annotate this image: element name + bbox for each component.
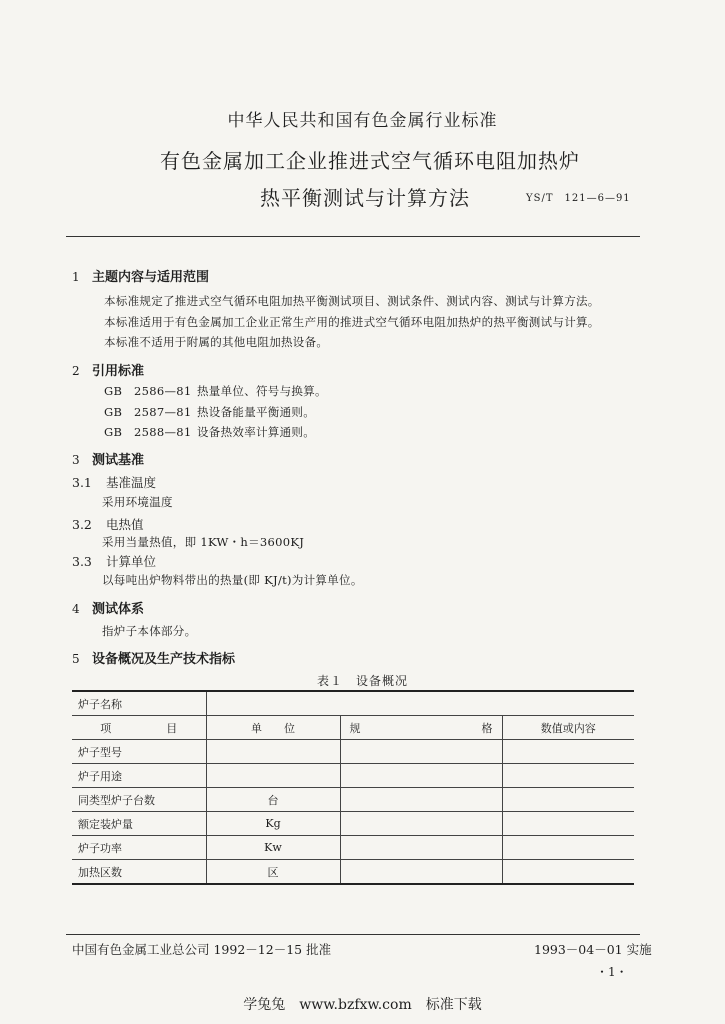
section-number: 5 xyxy=(72,652,80,666)
table-cell-unit: 台 xyxy=(206,788,340,812)
table-row xyxy=(72,836,634,860)
table-cell-furnace-name-value xyxy=(206,691,634,716)
subsection-number: 3.2 xyxy=(72,517,92,532)
table-cell-spec xyxy=(340,836,502,860)
section-2-heading xyxy=(72,360,144,379)
table-cell-value xyxy=(502,812,634,836)
table-cell-value xyxy=(502,764,634,788)
subsection-title: 电热值 xyxy=(106,517,144,532)
subsection-number: 3.3 xyxy=(72,554,92,569)
subsection-title: 计算单位 xyxy=(106,554,157,569)
table-header-row xyxy=(72,716,634,740)
reference-code: GB 2586—81 xyxy=(104,384,192,398)
table-cell-item: 额定装炉量 xyxy=(72,812,206,836)
subsection-text: 采用当量热值，即 1KW・h＝3600KJ xyxy=(102,535,305,549)
footer-divider xyxy=(66,934,640,935)
table-cell-item: 加热区数 xyxy=(72,860,206,885)
reference-title: 热量单位、符号与换算。 xyxy=(197,384,327,398)
table-header-item: 项 目 xyxy=(72,716,206,740)
table-cell-value xyxy=(502,860,634,885)
section-number: 4 xyxy=(72,602,80,616)
subsection-3-3 xyxy=(72,552,156,570)
section-1-heading xyxy=(72,266,209,285)
section-title: 测试体系 xyxy=(92,602,145,617)
table-caption: 表１ 设备概况 xyxy=(316,674,408,688)
table-cell-spec xyxy=(340,812,502,836)
table-cell-value xyxy=(502,740,634,764)
table-cell-furnace-name-label: 炉子名称 xyxy=(72,691,206,716)
section-number: 2 xyxy=(72,364,80,378)
paragraph: 本标准适用于有色金属加工企业正常生产用的推进式空气循环电阻加热炉的热平衡测试与计算。 xyxy=(104,315,600,329)
table-cell-unit: Kg xyxy=(206,812,340,836)
table-cell-spec xyxy=(340,788,502,812)
reference-code: GB 2587—81 xyxy=(104,405,192,419)
table-row xyxy=(72,812,634,836)
header-divider xyxy=(66,236,640,237)
table-header-value: 数值或内容 xyxy=(502,716,634,740)
table-row xyxy=(72,860,634,885)
table-cell-item: 炉子功率 xyxy=(72,836,206,860)
section-title: 主题内容与适用范围 xyxy=(92,270,210,285)
subsection-text: 采用环境温度 xyxy=(102,495,173,509)
section-4-heading xyxy=(72,598,144,617)
table-cell-unit: 区 xyxy=(206,860,340,885)
section-number: 3 xyxy=(72,453,80,467)
section-number: 1 xyxy=(72,270,80,284)
subsection-title: 基准温度 xyxy=(106,475,157,490)
table-cell-unit xyxy=(206,740,340,764)
reference-code: GB 2588—81 xyxy=(104,425,192,439)
reference-title: 设备热效率计算通则。 xyxy=(197,425,315,439)
section-3-heading xyxy=(72,449,144,468)
table-row xyxy=(72,740,634,764)
page-number: ・1・ xyxy=(596,965,628,979)
subsection-number: 3.1 xyxy=(72,475,92,490)
paragraph: 本标准不适用于附属的其他电阻加热设备。 xyxy=(104,335,329,349)
document-title-line1: 有色金属加工企业推进式空气循环电阻加热炉 xyxy=(160,149,580,173)
implementation-date: 1993－04－01 实施 xyxy=(534,942,652,957)
table-cell-item: 同类型炉子台数 xyxy=(72,788,206,812)
table-cell-value xyxy=(502,836,634,860)
table-cell-unit: Kw xyxy=(206,836,340,860)
document-title-line2: 热平衡测试与计算方法 xyxy=(260,186,470,210)
section-5-heading xyxy=(72,648,235,667)
table-cell-item: 炉子用途 xyxy=(72,764,206,788)
standard-code: YS/T 121—6—91 xyxy=(526,193,631,204)
table-cell-spec xyxy=(340,764,502,788)
section-4-text: 指炉子本体部分。 xyxy=(102,624,197,638)
section-title: 引用标准 xyxy=(92,364,145,379)
standard-issuer: 中华人民共和国有色金属行业标准 xyxy=(227,111,498,131)
section-title: 设备概况及生产技术指标 xyxy=(92,652,236,667)
subsection-3-2 xyxy=(72,515,144,533)
table-row xyxy=(72,788,634,812)
table-cell-item: 炉子型号 xyxy=(72,740,206,764)
table-row xyxy=(72,764,634,788)
paragraph: 本标准规定了推进式空气循环电阻加热平衡测试项目、测试条件、测试内容、测试与计算方法。 xyxy=(104,294,600,308)
approval-line: 中国有色金属工业总公司 1992－12－15 批准 xyxy=(72,942,332,957)
table-cell-spec xyxy=(340,860,502,885)
subsection-3-1 xyxy=(72,473,156,491)
table-header-spec: 规 格 xyxy=(340,716,502,740)
table-header-unit: 单 位 xyxy=(206,716,340,740)
watermark: 学兔兔 www.bzfxw.com 标准下载 xyxy=(243,997,482,1013)
subsection-text: 以每吨出炉物料带出的热量(即 KJ/t)为计算单位。 xyxy=(102,573,363,587)
reference-title: 热设备能量平衡通则。 xyxy=(197,405,315,419)
table-cell-unit xyxy=(206,764,340,788)
table-row xyxy=(72,691,634,716)
table-cell-value xyxy=(502,788,634,812)
equipment-table xyxy=(72,690,634,885)
section-title: 测试基准 xyxy=(92,453,145,468)
table-cell-spec xyxy=(340,740,502,764)
